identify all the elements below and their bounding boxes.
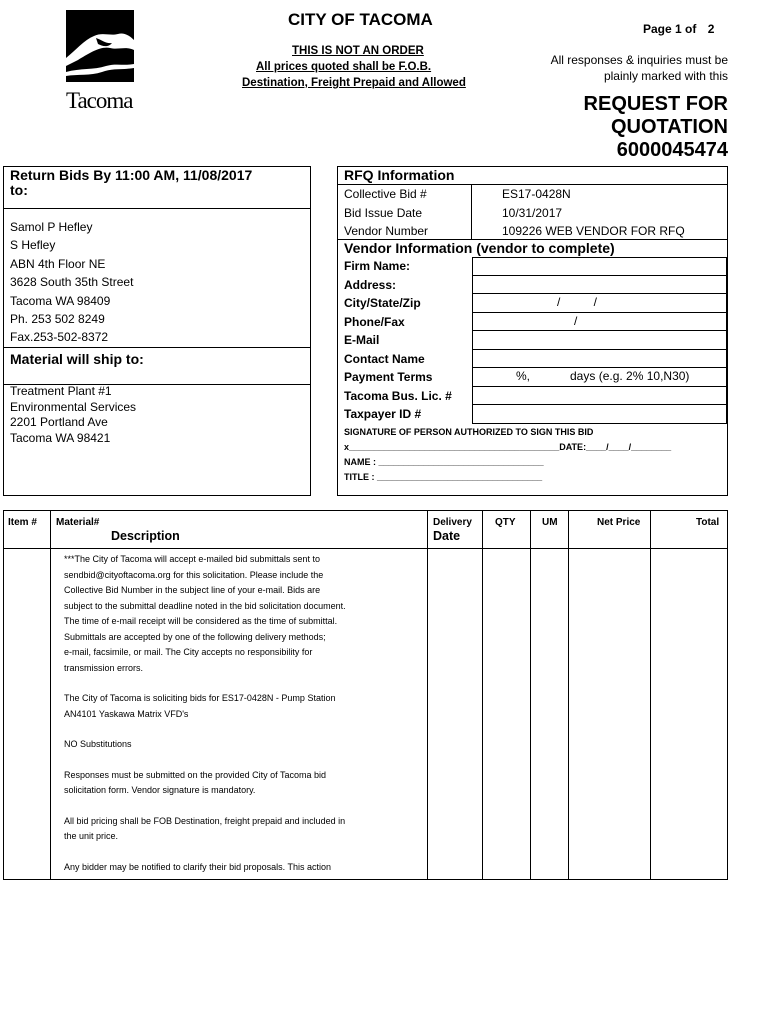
col-qty: QTY bbox=[495, 517, 516, 528]
fob-notice: All prices quoted shall be F.O.B. bbox=[256, 61, 432, 73]
signature-line[interactable]: x__________________________________________DATE:____/____/________ bbox=[344, 442, 672, 452]
col-um: UM bbox=[542, 517, 558, 528]
description-paragraph: Responses must be submitted on the provided City of Tacoma bid solicitation form. Vendor signature is mandatory. bbox=[64, 769, 326, 795]
phone-fax-field[interactable]: / bbox=[472, 313, 727, 332]
vendor-labels bbox=[344, 257, 452, 424]
bus-lic-field[interactable] bbox=[472, 387, 727, 406]
payment-terms-field[interactable]: %, days (e.g. 2% 10,N30) bbox=[472, 368, 727, 387]
email-field[interactable] bbox=[472, 331, 727, 350]
vendor-number-label: Vendor Number bbox=[344, 224, 429, 238]
return-address-line: ABN 4th Floor NE bbox=[10, 256, 106, 271]
contact-name-label: Contact Name bbox=[344, 351, 425, 366]
signature-heading: SIGNATURE OF PERSON AUTHORIZED TO SIGN THIS BID bbox=[344, 427, 594, 437]
return-address-line: 3628 South 35th Street bbox=[10, 275, 134, 290]
col-total: Total bbox=[696, 517, 720, 528]
ship-to-line: 2201 Portland Ave bbox=[10, 415, 108, 429]
description-paragraph: Any bidder may be notified to clarify their bid proposals. This action bbox=[64, 861, 331, 872]
city-state-zip-label: City/State/Zip bbox=[344, 296, 421, 310]
bus-lic-label: Tacoma Bus. Lic. # bbox=[344, 388, 452, 403]
freight-notice: Destination, Freight Prepaid and Allowed bbox=[242, 77, 466, 89]
return-address-line: S Hefley bbox=[10, 238, 56, 253]
firm-name-label: Firm Name: bbox=[344, 259, 411, 273]
page-label: Page 1 of bbox=[643, 22, 697, 36]
title-line[interactable]: TITLE : _________________________________ bbox=[344, 472, 543, 482]
item-description bbox=[64, 552, 424, 890]
return-bids-heading-line-1: Return Bids By 11:00 AM, 11/08/2017 bbox=[10, 167, 253, 183]
phone-fax-label: Phone/Fax bbox=[344, 314, 405, 329]
return-address-line: Samol P Hefley bbox=[10, 220, 93, 234]
ship-to-address bbox=[10, 384, 136, 446]
page-total: 2 bbox=[707, 22, 715, 36]
address-label: Address: bbox=[344, 277, 397, 292]
rfq-title bbox=[584, 93, 728, 162]
firm-name-field[interactable] bbox=[472, 257, 727, 276]
responses-note-line-1: All responses & inquiries must be bbox=[550, 53, 728, 67]
bid-issue-date-label: Bid Issue Date bbox=[344, 205, 423, 220]
return-bids-heading bbox=[10, 168, 252, 198]
name-line[interactable]: NAME : _________________________________ bbox=[344, 457, 544, 467]
vendor-fields bbox=[472, 257, 727, 424]
ship-to-line: Treatment Plant #1 bbox=[10, 384, 112, 398]
return-address-line: Fax.253-502-8372 bbox=[10, 330, 109, 345]
responses-note-line-2: plainly marked with this bbox=[603, 69, 728, 83]
ship-to-line: Tacoma WA 98421 bbox=[10, 430, 111, 445]
city-state-zip-field[interactable]: / / bbox=[472, 294, 727, 313]
col-description: Description bbox=[111, 529, 180, 543]
city-logo bbox=[66, 10, 134, 112]
page-indicator bbox=[643, 22, 714, 36]
rfq-number: 6000045474 bbox=[616, 139, 728, 161]
signature-section bbox=[344, 425, 671, 485]
return-address bbox=[10, 218, 133, 347]
col-material: Material# bbox=[56, 517, 100, 528]
contact-name-field[interactable] bbox=[472, 350, 727, 369]
description-paragraph: All bid pricing shall be FOB Destination, freight prepaid and included in the unit price. bbox=[64, 815, 346, 841]
vendor-info-heading: Vendor Information (vendor to complete) bbox=[344, 240, 615, 256]
not-an-order-notice: THIS IS NOT AN ORDER bbox=[292, 45, 424, 57]
collective-bid-value: ES17-0428N bbox=[502, 187, 571, 201]
description-paragraph: ***The City of Tacoma will accept e-mailed bid submittals sent to sendbid@cityoftacoma.org for this solicitation. Please include the Collective Bid Number in the subject line of your e-mail. Bids are subject to the submittal deadline noted in the bid solicitation document. The time of e-mail receipt will be considered as the time of submittal. Submittals are accepted by one of the following delivery methods; e-mail, facsimile, or mail. The City accepts no responsibility for transmission errors. bbox=[64, 554, 346, 673]
taxpayer-id-field[interactable] bbox=[472, 405, 727, 424]
rfq-info-values bbox=[502, 185, 685, 241]
bid-issue-date-value: 10/31/2017 bbox=[502, 205, 563, 220]
rfq-info-rows bbox=[344, 185, 428, 241]
ship-to-line: Environmental Services bbox=[10, 399, 137, 414]
return-address-line: Tacoma WA 98409 bbox=[10, 293, 111, 308]
mountain-logo-icon bbox=[66, 10, 134, 82]
description-paragraph: NO Substitutions bbox=[64, 739, 132, 749]
col-date: Date bbox=[433, 529, 461, 543]
taxpayer-id-label: Taxpayer ID # bbox=[344, 407, 422, 421]
description-paragraph: The City of Tacoma is soliciting bids for ES17-0428N - Pump Station AN4101 Yaskawa Matrix VFD's bbox=[64, 693, 336, 719]
city-title: CITY OF TACOMA bbox=[288, 10, 433, 29]
col-net-price: Net Price bbox=[597, 517, 641, 528]
logo-text: Tacoma bbox=[66, 88, 133, 113]
payment-terms-label: Payment Terms bbox=[344, 370, 433, 384]
rfq-title-line-2: QUOTATION bbox=[610, 116, 728, 138]
rfq-info-heading: RFQ Information bbox=[344, 167, 455, 183]
collective-bid-label: Collective Bid # bbox=[344, 187, 427, 201]
email-label: E-Mail bbox=[344, 333, 380, 347]
return-bids-heading-line-2: to: bbox=[10, 182, 28, 198]
ship-to-heading: Material will ship to: bbox=[10, 351, 144, 367]
vendor-number-value: 109226 WEB VENDOR FOR RFQ bbox=[502, 224, 685, 238]
col-item: Item # bbox=[8, 517, 37, 528]
address-field[interactable] bbox=[472, 276, 727, 295]
return-address-line: Ph. 253 502 8249 bbox=[10, 312, 105, 327]
rfq-title-line-1: REQUEST FOR bbox=[583, 93, 728, 115]
col-delivery: Delivery bbox=[433, 517, 472, 528]
